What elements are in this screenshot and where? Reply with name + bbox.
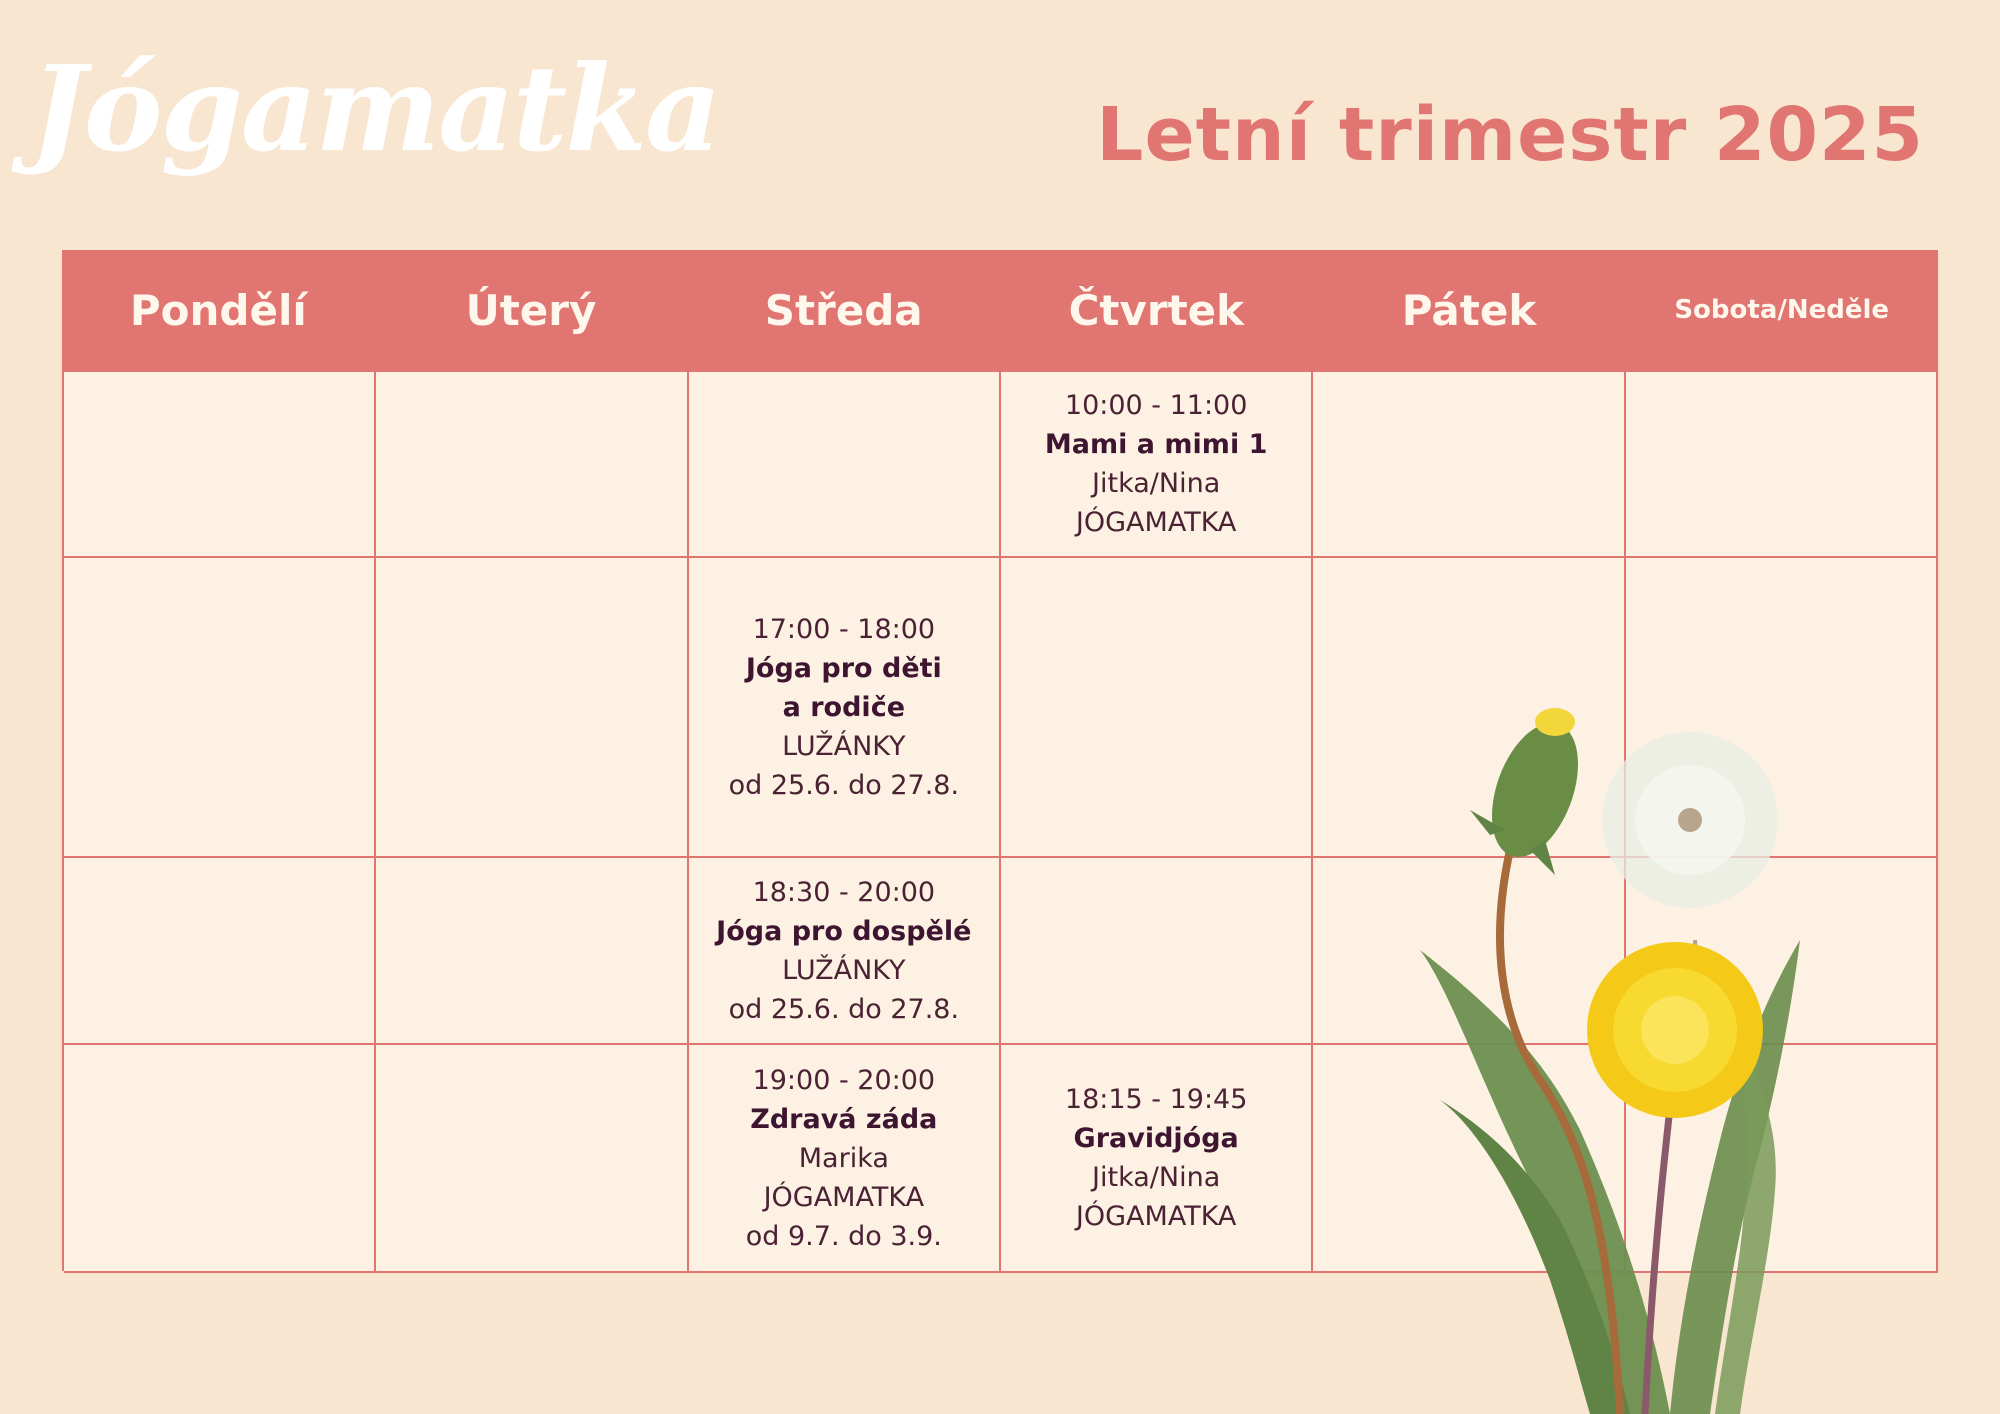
day-header: Středa xyxy=(764,285,923,335)
class-name: Jóga pro děti xyxy=(745,652,942,684)
class-name: Mami a mimi 1 xyxy=(1044,429,1268,460)
schedule-cell xyxy=(64,858,376,1045)
class-entry xyxy=(1001,372,1313,558)
class-dates: od 25.6. do 27.8. xyxy=(728,769,960,801)
schedule-cell xyxy=(64,558,376,858)
class-entry xyxy=(689,1045,1001,1273)
class-entry xyxy=(689,558,1001,858)
schedule-cell xyxy=(376,372,688,558)
class-name: Jóga pro dospělé xyxy=(716,915,972,947)
class-entry xyxy=(1001,1045,1313,1273)
class-time: 17:00 - 18:00 xyxy=(752,613,936,645)
class-time: 18:15 - 19:45 xyxy=(1064,1084,1248,1115)
class-location: JÓGAMATKA xyxy=(1075,507,1237,538)
schedule-cell xyxy=(1626,372,1938,558)
class-instructor: Jitka/Nina xyxy=(1092,1162,1221,1193)
schedule-cell xyxy=(64,1045,376,1273)
day-header: Úterý xyxy=(465,285,597,335)
logo: Jógamatka xyxy=(30,39,720,178)
schedule-cell xyxy=(1313,372,1625,558)
schedule-cell xyxy=(64,372,376,558)
class-entry xyxy=(689,858,1001,1045)
schedule-cell xyxy=(376,858,688,1045)
class-time: 19:00 - 20:00 xyxy=(752,1064,936,1096)
class-time: 18:30 - 20:00 xyxy=(752,876,936,908)
day-header: Čtvrtek xyxy=(1068,285,1245,335)
page-title: Letní trimestr 2025 xyxy=(1096,92,1924,178)
class-instructor: Marika xyxy=(798,1142,889,1174)
schedule-cell xyxy=(1001,558,1313,858)
class-dates: od 9.7. do 3.9. xyxy=(745,1220,942,1252)
class-location: JÓGAMATKA xyxy=(763,1181,925,1213)
day-header: Sobota/Neděle xyxy=(1674,295,1890,325)
schedule-cell xyxy=(376,1045,688,1273)
class-location: LUŽÁNKY xyxy=(782,954,906,986)
class-dates: od 25.6. do 27.8. xyxy=(728,993,960,1025)
class-name: Zdravá záda xyxy=(750,1103,938,1135)
day-header: Pondělí xyxy=(129,285,307,335)
day-header: Pátek xyxy=(1401,285,1537,335)
day-header-row xyxy=(62,250,1938,370)
class-time: 10:00 - 11:00 xyxy=(1064,390,1248,421)
class-location: JÓGAMATKA xyxy=(1075,1201,1237,1232)
schedule-cell xyxy=(1001,858,1313,1045)
class-instructor: Jitka/Nina xyxy=(1092,468,1221,499)
class-name: Gravidjóga xyxy=(1073,1123,1239,1154)
schedule-cell xyxy=(376,558,688,858)
class-name-line2: a rodiče xyxy=(782,691,906,723)
schedule-cell xyxy=(689,372,1001,558)
dandelion-icon xyxy=(1380,660,1860,1414)
class-location: LUŽÁNKY xyxy=(782,730,906,762)
